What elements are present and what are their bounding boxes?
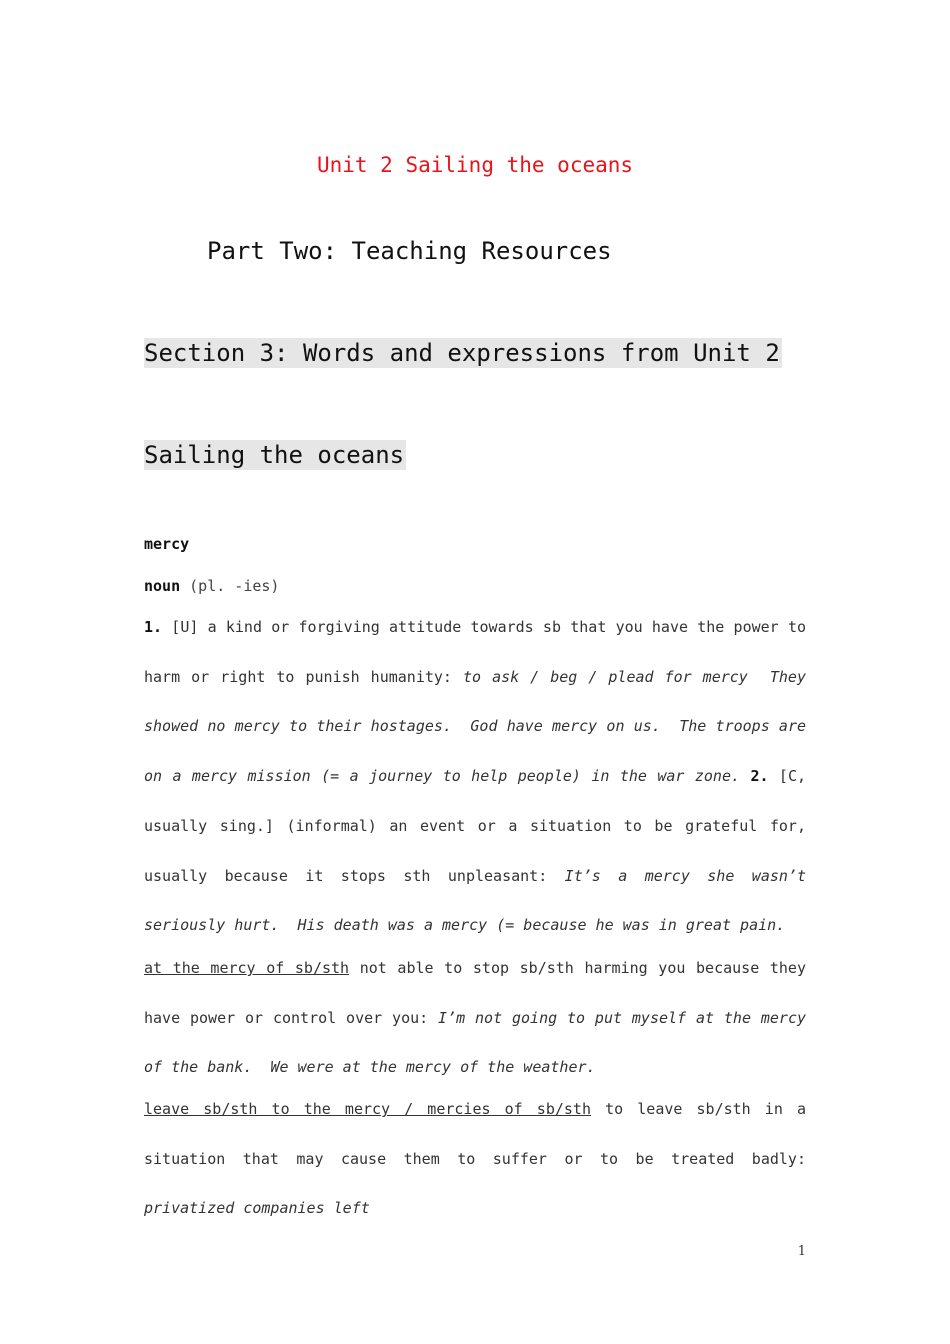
- phrase-definition: not able to stop sb/sth harming you because they have power or control over you:: [144, 959, 806, 1027]
- idiom-phrase: leave sb/sth to the mercy / mercies of sb/sth: [144, 1100, 591, 1118]
- sense-definition: [U] a kind or forgiving attitude towards sb that you have the power to harm or right to punish humanity:: [144, 618, 807, 686]
- definition-paragraph: [144, 603, 806, 951]
- part-title: Part Two: Teaching Resources: [207, 237, 612, 265]
- example-sentence: God have mercy on us.: [470, 717, 661, 736]
- example-sentence: I’m not going to put myself at the mercy of the bank.: [144, 1008, 807, 1077]
- sense-number: 1.: [144, 618, 163, 636]
- example-sentence: His death was a mercy (= because he was in great pain.: [297, 916, 786, 935]
- phrase-paragraph: [144, 944, 806, 1093]
- entry-part-of-speech: [144, 574, 806, 598]
- example-sentence: They showed no mercy to their hostages.: [144, 667, 806, 736]
- pos-label: noun: [144, 577, 181, 595]
- section-title: Section 3: Words and expressions from Unit 2: [144, 339, 780, 367]
- sense-definition: [C, usually sing.] (informal) an event or a situation to be grateful for, usually because it stops sth unpleasant:: [144, 767, 807, 885]
- example-sentence: privatized companies left: [144, 1199, 370, 1218]
- idiom-phrase: at the mercy of sb/sth: [144, 959, 350, 977]
- phrase-definition: to leave sb/sth in a situation that may cause them to suffer or to be treated badly:: [144, 1100, 806, 1168]
- unit-title: Unit 2 Sailing the oceans: [316, 153, 634, 177]
- example-sentence: The troops are on a mercy mission (= a journey to help people) in the war zone.: [144, 717, 807, 786]
- entry-headword: mercy: [144, 535, 190, 553]
- sense-number: 2.: [750, 767, 769, 786]
- page-number: 1: [797, 1244, 806, 1259]
- example-sentence: to ask / beg / plead for mercy: [462, 667, 748, 686]
- example-sentence: We were at the mercy of the weather.: [270, 1058, 596, 1077]
- example-sentence: It’s a mercy she wasn’t seriously hurt.: [144, 866, 806, 935]
- phrase-paragraph: [144, 1085, 806, 1234]
- subsection-title: Sailing the oceans: [144, 441, 405, 469]
- pos-note: (pl. -ies): [189, 577, 280, 595]
